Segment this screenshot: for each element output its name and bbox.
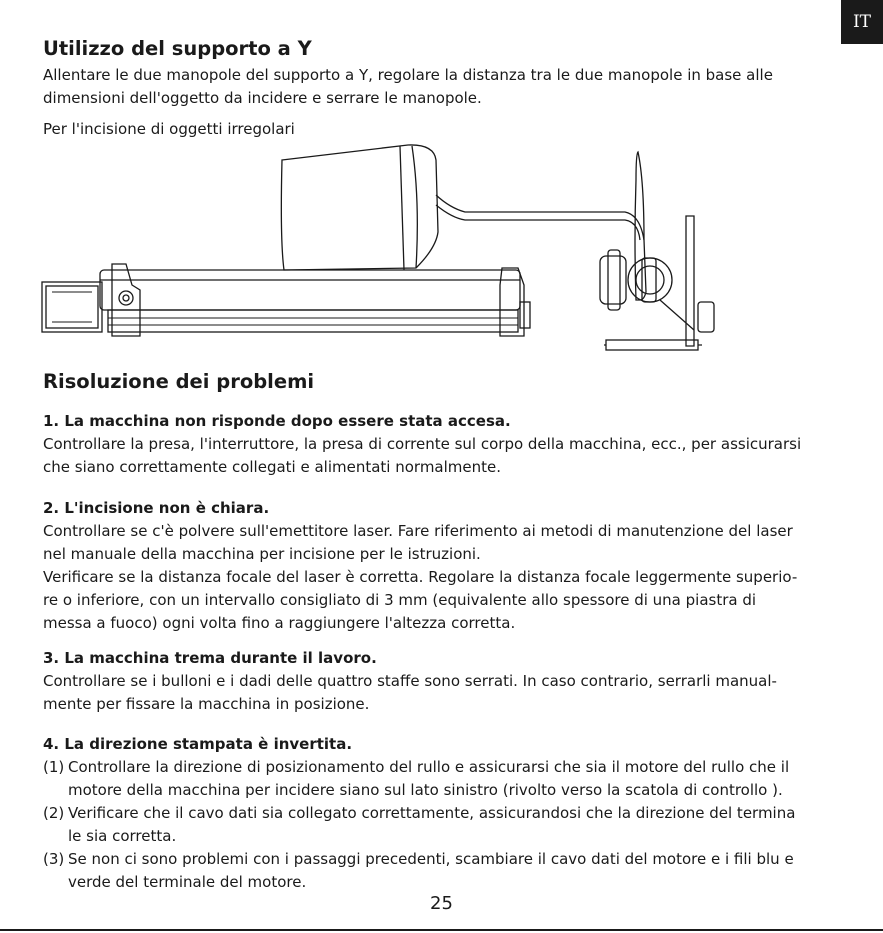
rotary-roller-wine-glass-illustration: [40, 140, 740, 358]
problem-2: 2. L'incisione non è chiara. Controllare se c'è polvere sull'emettitore laser. Fare riferimento ai metodi di manutenzione del laser nel manuale della macchina per incisione per le istruzioni. Verificare se la distanza focale del laser è corretta. Regolare la distanza focale leggermente superio- re o inferiore, con un intervallo consigliato di 3 mm (equivalente allo spessore di una piastra di messa a fuoco) ogni volta fino a raggiungere l'altezza corretta.: [43, 499, 798, 632]
problem-3: 3. La macchina trema durante il lavoro. Controllare se i bulloni e i dadi delle quattro staffe sono serrati. In caso contrario, serrarli manual- mente per fissare la macchina in posizione.: [43, 649, 777, 713]
section-title-y-support: Utilizzo del supporto a Y: [43, 37, 312, 60]
bottom-rule: [0, 929, 883, 931]
problem-4-heading: 4. La direzione stampata è invertita.: [43, 735, 353, 753]
problem-4: [43, 733, 795, 894]
problem-1-heading: 1. La macchina non risponde dopo essere stata accesa.: [43, 412, 511, 430]
page-number: 25: [430, 893, 453, 914]
y-support-instructions: Allentare le due manopole del supporto a Y, regolare la distanza tra le due manopole in base alle dimensioni dell'oggetto da incidere e serrare le manopole.: [43, 66, 773, 107]
language-tab: IT: [841, 0, 883, 44]
section-title-troubleshooting: Risoluzione dei problemi: [43, 370, 315, 393]
problem-4-item-3: (3) Se non ci sono problemi con i passaggi precedenti, scambiare il cavo dati del motore e i fili blu e verde del terminale del motore.: [43, 850, 794, 891]
problem-4-item-1: (1) Controllare la direzione di posizionamento del rullo e assicurarsi che sia il motore del rullo che il motore della macchina per incidere siano sul lato sinistro (rivolto verso la scatola di controllo ).: [43, 758, 790, 799]
illustration-caption: Per l'incisione di oggetti irregolari: [43, 120, 295, 138]
problem-2-heading: 2. L'incisione non è chiara.: [43, 499, 270, 517]
problem-4-item-2: (2) Verificare che il cavo dati sia collegato correttamente, assicurandosi che la direzione del termina le sia corretta.: [43, 804, 796, 845]
problem-1: 1. La macchina non risponde dopo essere stata accesa. Controllare la presa, l'interruttore, la presa di corrente sul corpo della macchina, ecc., per assicurarsi che siano correttamente collegati e alimentati normalmente.: [43, 412, 802, 476]
problem-3-heading: 3. La macchina trema durante il lavoro.: [43, 649, 377, 667]
